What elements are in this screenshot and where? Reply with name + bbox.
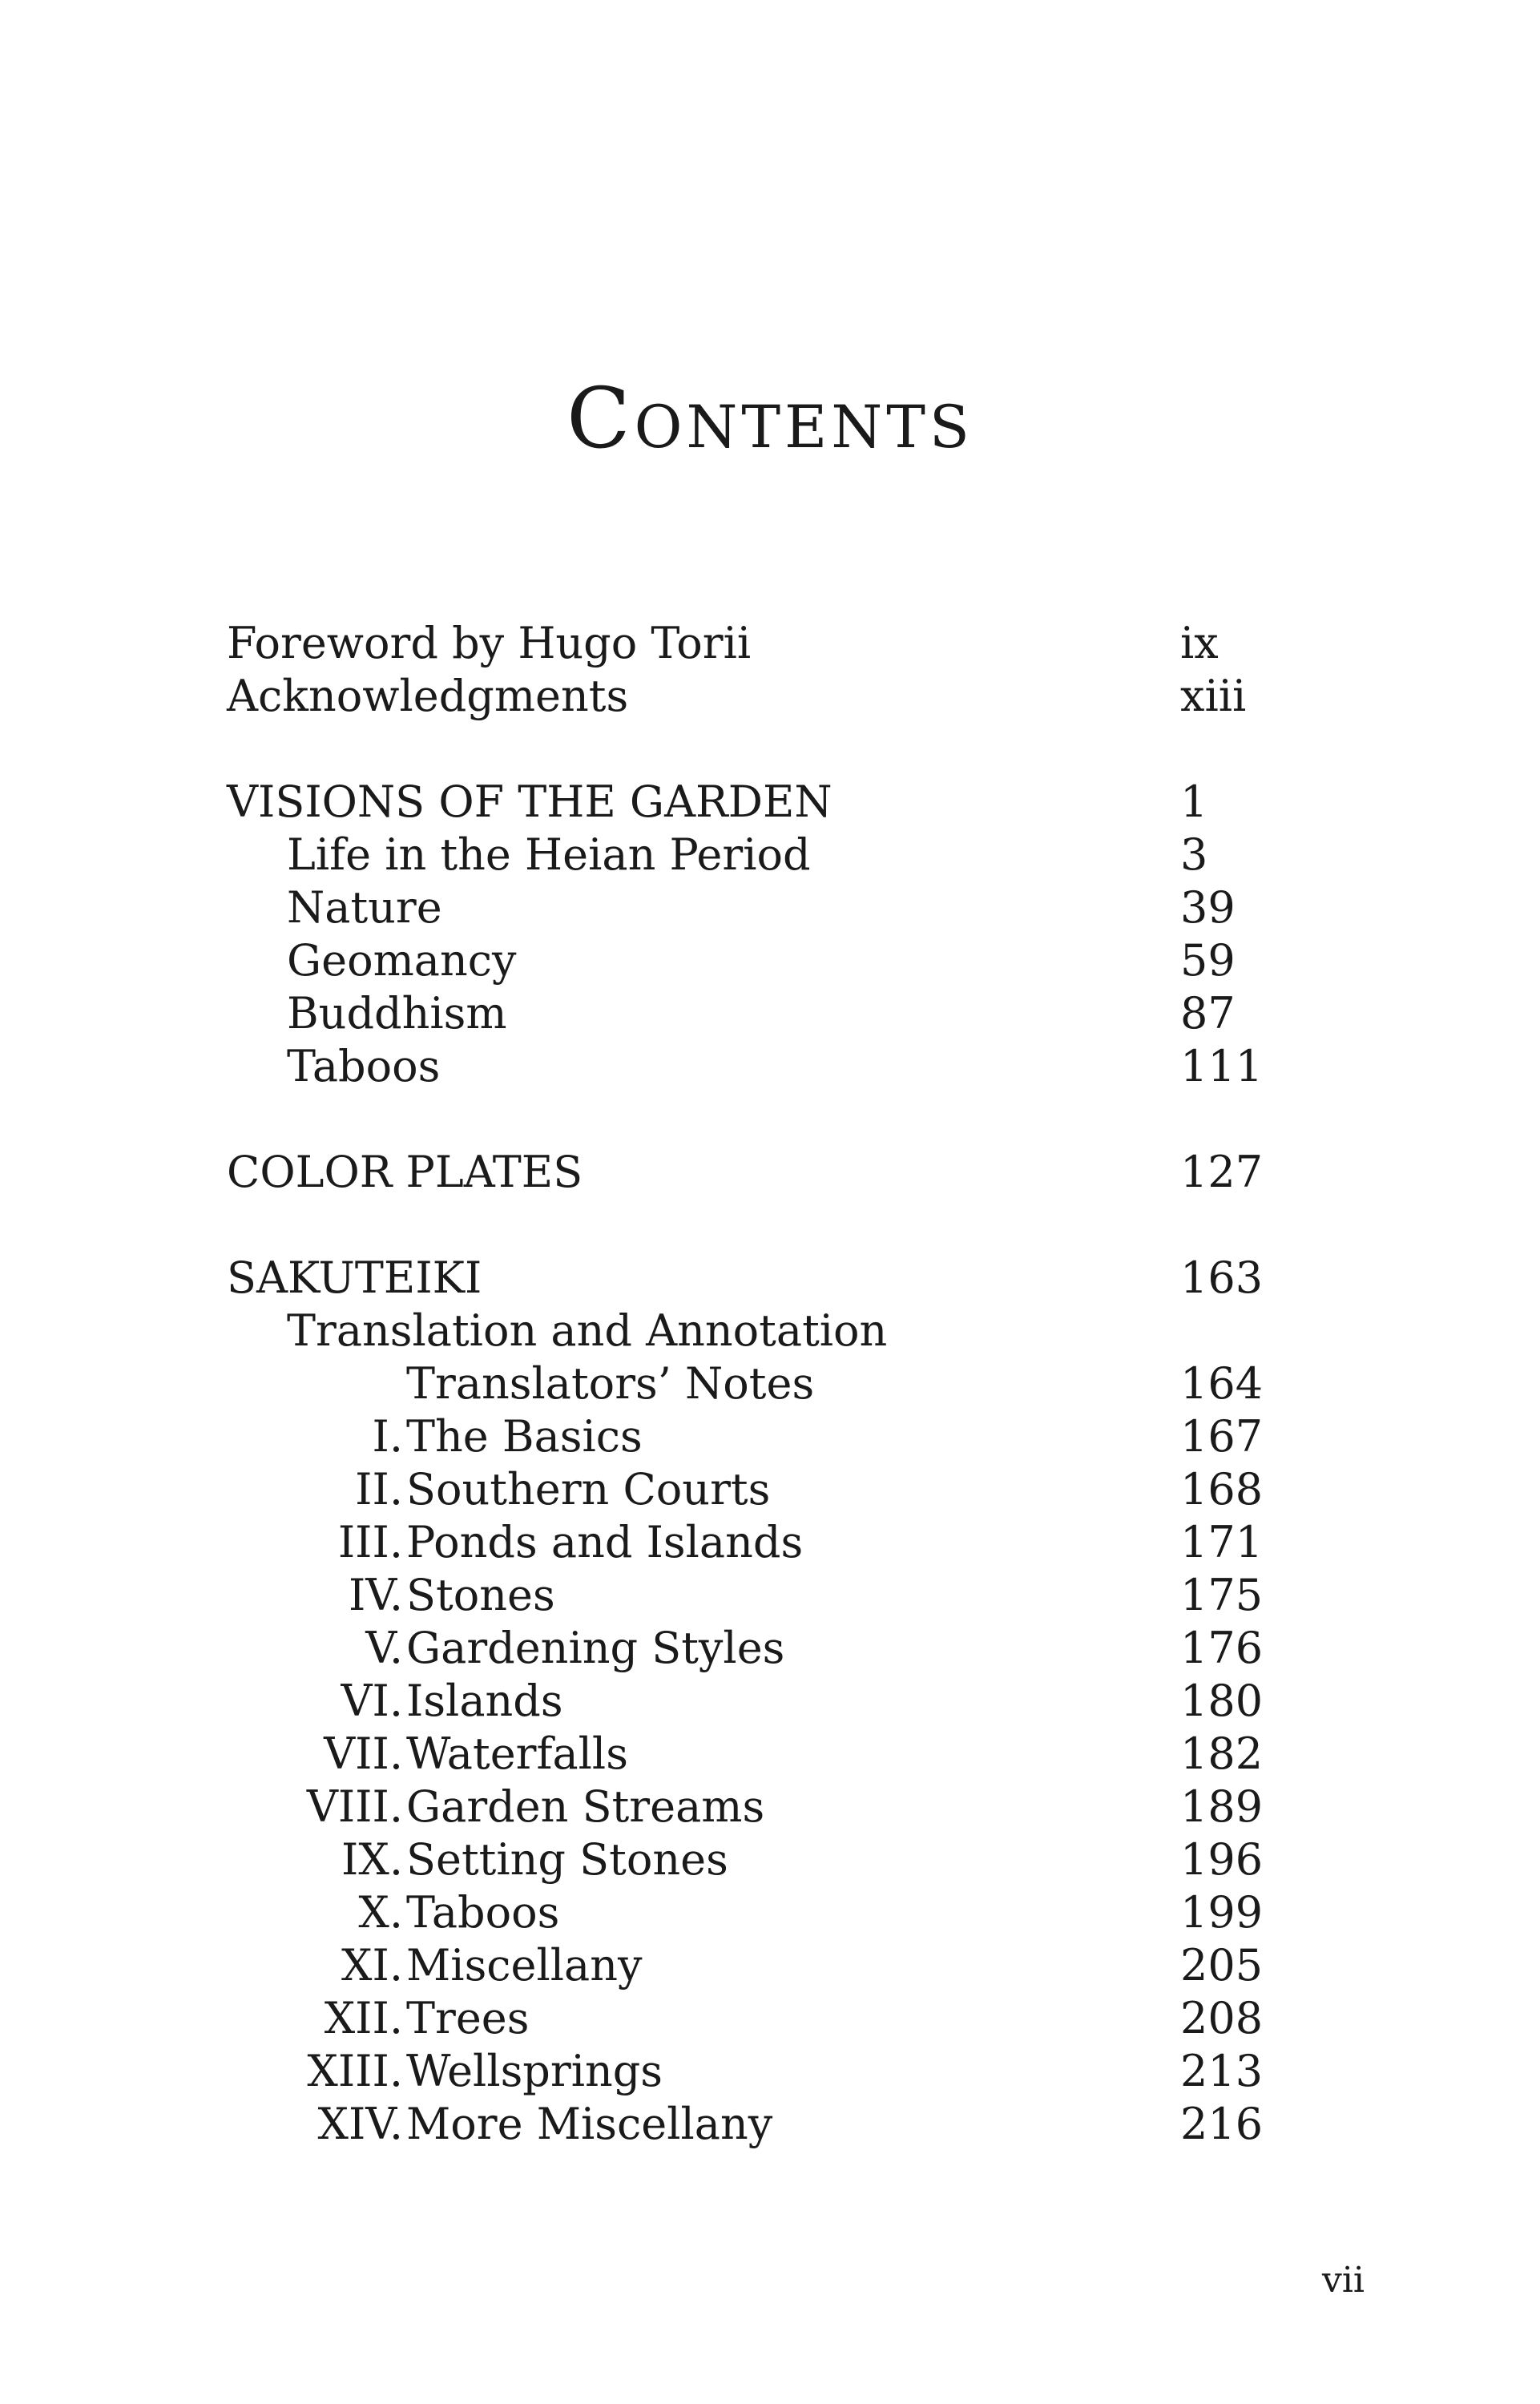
chapter-numeral: VI. [341, 1676, 403, 1726]
toc-entry-label: Life in the Heian Period [287, 829, 811, 880]
toc-entry-label: Garden Streams [406, 1781, 765, 1832]
toc-entry [227, 987, 1276, 1040]
toc-entry-page: 163 [1180, 1252, 1264, 1303]
toc-entry-label: Gardening Styles [406, 1623, 785, 1673]
folio-page-number: vii [1322, 2260, 1365, 2301]
toc-entry-label: The Basics [406, 1411, 643, 1462]
toc-entry [227, 670, 1276, 723]
toc-entry [227, 934, 1276, 987]
toc-chapter-entry [227, 1410, 1276, 1463]
toc-entry [227, 617, 1276, 670]
toc-entry-page: 213 [1180, 2046, 1264, 2096]
toc-entry-label: Waterfalls [406, 1728, 628, 1779]
chapter-numeral: VII. [324, 1728, 403, 1779]
toc-entry-page: 196 [1180, 1834, 1264, 1885]
toc-entry-page: 180 [1180, 1676, 1264, 1726]
toc-chapter-entry [227, 2045, 1276, 2098]
toc-entry-label: SAKUTEIKI [227, 1252, 482, 1303]
chapter-numeral: I. [372, 1411, 403, 1462]
chapter-numeral: VIII. [306, 1781, 403, 1832]
toc-chapter-entry [227, 1939, 1276, 1992]
toc-chapter-entry [227, 1675, 1276, 1728]
toc-chapter-entry [227, 1992, 1276, 2045]
toc-entry-page: 208 [1180, 1993, 1264, 2043]
toc-entry-label: Translation and Annotation [287, 1305, 888, 1356]
toc-entry [227, 1305, 1276, 1357]
toc-chapter-entry [227, 2098, 1276, 2151]
toc-entry-page: 167 [1180, 1411, 1264, 1462]
toc-entry-label: Islands [406, 1676, 563, 1726]
toc-entry [227, 881, 1276, 934]
toc-entry-label: Buddhism [287, 988, 507, 1039]
toc-entry-page: 164 [1180, 1358, 1264, 1409]
toc-entry-page: 199 [1180, 1887, 1264, 1938]
toc-entry-page: 216 [1180, 2099, 1264, 2149]
toc-entry-page: 87 [1180, 988, 1236, 1039]
chapter-numeral: XIV. [317, 2099, 403, 2149]
toc-chapter-entry [227, 1728, 1276, 1781]
toc-entry-page: 189 [1180, 1781, 1264, 1832]
chapter-numeral: IV. [348, 1570, 403, 1620]
toc-entry-label: Stones [406, 1570, 555, 1620]
toc-chapter-entry [227, 1516, 1276, 1569]
toc-entry-label: VISIONS OF THE GARDEN [227, 776, 832, 827]
toc-entry-page: 59 [1180, 935, 1236, 986]
toc-chapter-entry [227, 1463, 1276, 1516]
toc-entry-label: Ponds and Islands [406, 1517, 804, 1567]
toc-entry-page: ix [1180, 618, 1219, 668]
toc-entry-label: Taboos [287, 1041, 441, 1091]
toc-entry-page: 175 [1180, 1570, 1264, 1620]
toc-entry-label: Foreword by Hugo Torii [227, 618, 752, 668]
toc-entry [227, 829, 1276, 881]
toc-entry-label: Nature [287, 882, 442, 933]
toc-chapter-entry [227, 1569, 1276, 1622]
toc-entry-page: 176 [1180, 1623, 1264, 1673]
toc-part-heading [227, 1146, 1276, 1199]
toc-entry-label: Miscellany [406, 1940, 643, 1991]
toc-entry-page: 205 [1180, 1940, 1264, 1991]
chapter-numeral: X. [358, 1887, 403, 1938]
chapter-numeral: XIII. [307, 2046, 403, 2096]
toc-entry [227, 1357, 1276, 1410]
toc-entry-label: More Miscellany [406, 2099, 773, 2149]
toc-part-heading [227, 1252, 1276, 1305]
toc-entry-page: 171 [1180, 1517, 1264, 1567]
chapter-numeral: II. [355, 1464, 403, 1515]
toc-entry-label: COLOR PLATES [227, 1147, 583, 1197]
toc-entry-label: Setting Stones [406, 1834, 728, 1885]
page-title: Contents [566, 369, 974, 467]
toc-entry-label: Southern Courts [406, 1464, 771, 1515]
toc-entry-page: 3 [1180, 829, 1208, 880]
toc-chapter-entry [227, 1781, 1276, 1833]
toc-entry-page: 168 [1180, 1464, 1264, 1515]
toc-entry-label: Translators’ Notes [406, 1358, 815, 1409]
chapter-numeral: V. [365, 1623, 403, 1673]
toc-entry-page: xiii [1180, 671, 1247, 721]
toc-chapter-entry [227, 1622, 1276, 1675]
toc-entry-page: 127 [1180, 1147, 1264, 1197]
toc-entry-page: 111 [1180, 1041, 1264, 1091]
chapter-list [227, 1410, 1276, 2151]
chapter-numeral: IX. [341, 1834, 403, 1885]
toc-entry-label: Wellsprings [406, 2046, 663, 2096]
toc-entry-page: 39 [1180, 882, 1236, 933]
toc-entry [227, 1040, 1276, 1093]
toc-entry-label: Acknowledgments [227, 671, 629, 721]
table-of-contents [227, 617, 1276, 2151]
toc-part-heading [227, 776, 1276, 829]
chapter-numeral: XI. [341, 1940, 403, 1991]
chapter-numeral: III. [337, 1517, 403, 1567]
toc-entry-page: 1 [1180, 776, 1208, 827]
toc-entry-label: Trees [406, 1993, 530, 2043]
toc-chapter-entry [227, 1833, 1276, 1886]
toc-entry-page: 182 [1180, 1728, 1264, 1779]
toc-entry-label: Geomancy [287, 935, 517, 986]
chapter-numeral: XII. [324, 1993, 403, 2043]
toc-entry-label: Taboos [406, 1887, 560, 1938]
toc-chapter-entry [227, 1886, 1276, 1939]
